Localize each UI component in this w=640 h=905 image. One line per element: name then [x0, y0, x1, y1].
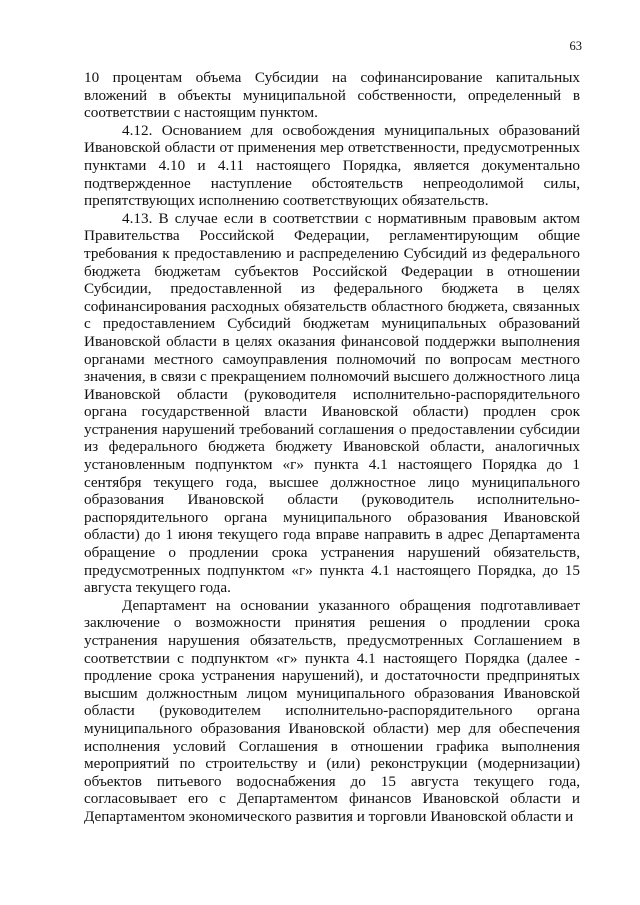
paragraph-continuation: 10 процентам объема Субсидии на софинансирование капитальных вложений в объекты муниципальной собственности, определенный в соответствии с настоящим пунктом.: [84, 69, 580, 122]
document-body: [84, 69, 580, 826]
paragraph-4-12: 4.12. Основанием для освобождения муниципальных образований Ивановской области от применения мер ответственности, предусмотренных пунктами 4.10 и 4.11 настоящего Порядка, является документально подтвержденное наступление обстоятельств непреодолимой силы, препятствующих исполнению соответствующих обязательств.: [84, 121, 580, 210]
page-number: 63: [569, 39, 582, 53]
paragraph-department: Департамент на основании указанного обращения подготавливает заключение о возможности принятия решения о продлении срока устранения нарушения обязательств, предусмотренных Соглашением в соответствии с подпунктом «г» пункта 4.1 настоящего Порядка (далее - продление срока устранения нарушений), и достаточности предпринятых высшим должностным лицом муниципального образования Ивановской области (руководителем исполнительно-распорядительного органа муниципального образования Ивановской области) мер для обеспечения исполнения условий Соглашения в отношении графика выполнения мероприятий по строительству и (или) реконструкции (модернизации) объектов питьевого водоснабжения до 15 августа текущего года, согласовывает его с Департаментом финансов Ивановской области и Департаментом экономического развития и торговли Ивановской области и: [84, 596, 580, 825]
paragraph-4-13: 4.13. В случае если в соответствии с нормативным правовым актом Правительства Российской Федерации, регламентирующим общие требования к предоставлению и распределению Субсидий из федерального бюджета бюджетам субъектов Российской Федерации в отношении Субсидии, предоставленной из федерального бюджета в целях софинансирования расходных обязательств областного бюджета, связанных с предоставлением Субсидий бюджетам муниципальных образований Ивановской области в целях оказания финансовой поддержки выполнения органами местного самоуправления полномочий по вопросам местного значения, в связи с прекращением полномочий высшего должностного лица Ивановской области (руководителя исполнительно-распорядительного органа государственной власти Ивановской области) продлен срок устранения нарушений требований соглашения о предоставлении субсидии из федерального бюджета бюджету Ивановской области, аналогичных установленным подпунктом «г» пункта 4.1 настоящего Порядка до 1 сентября текущего года, высшее должностное лицо муниципального образования Ивановской области (руководитель исполнительно-распорядительного органа муниципального образования Ивановской области) до 1 июня текущего года вправе направить в адрес Департамента обращение о продлении срока устранения нарушений обязательств, предусмотренных подпунктом «г» пункта 4.1 настоящего Порядка, до 15 августа текущего года.: [84, 209, 580, 597]
